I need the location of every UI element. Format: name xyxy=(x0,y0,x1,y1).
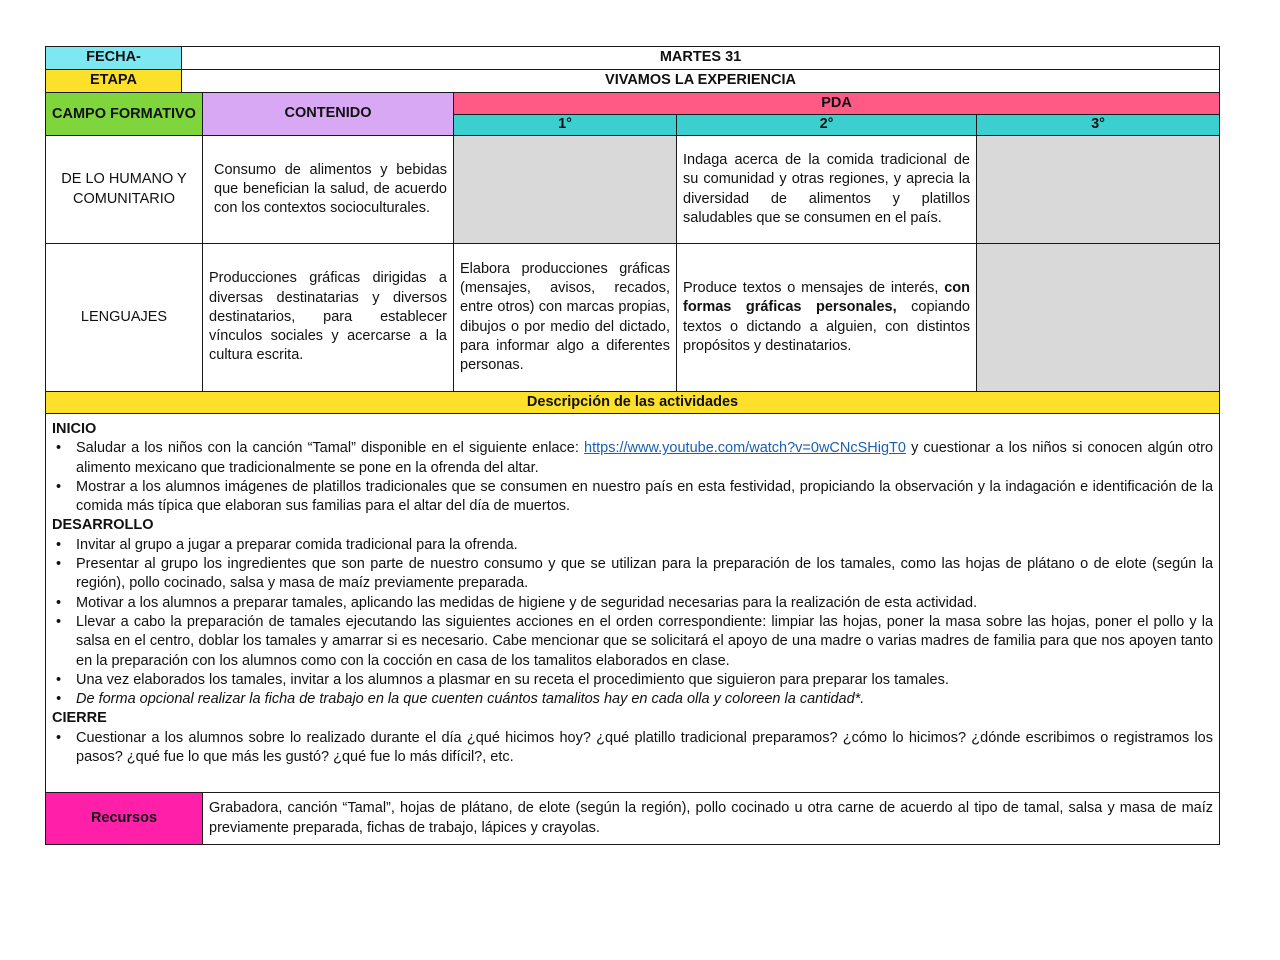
pda-grade-1-cell: Elabora producciones gráficas (mensajes, avisos, recados, entre otros) con marcas propias, dibujos o por medio del dictado, para informar algo a diferentes personas. xyxy=(454,244,677,392)
contenido-header: CONTENIDO xyxy=(203,93,454,136)
list-item xyxy=(76,439,1213,478)
inicio-list xyxy=(52,439,1213,516)
contenido-cell: Producciones gráficas dirigidas a diversas destinatarias y diversos destinatarios, para establecer vínculos sociales y acercarse a la cultura escrita. xyxy=(203,244,454,392)
list-item-text: y cuestionar a los niños si conocen algún otro alimento mexicano que tradicionalmente se pone en la ofrenda del altar. xyxy=(76,440,1214,476)
pda-text-part: copiando textos o dictando a alguien, con distintos propósitos y destinatarios. xyxy=(683,299,970,354)
contenido-cell: Consumo de alimentos y bebidas que benefician la salud, de acuerdo con los contextos socioculturales. xyxy=(203,136,454,244)
grade-2-header: 2° xyxy=(677,115,977,136)
campo-formativo-header: CAMPO FORMATIVO xyxy=(46,93,203,136)
desarrollo-list xyxy=(52,536,1213,710)
list-item-text: Saludar a los niños con la canción “Tamal” disponible en el siguiente enlace: xyxy=(76,440,579,457)
etapa-row xyxy=(46,70,1220,93)
pda-grade-2-cell: Indaga acerca de la comida tradicional de su comunidad y otras regiones, y aprecia la diversidad de alimentos y platillos saludables que se consumen en el país. xyxy=(677,136,977,244)
actividades-cell xyxy=(46,414,1220,793)
inicio-title: INICIO xyxy=(52,421,97,437)
grade-3-header: 3° xyxy=(977,115,1220,136)
fecha-label: FECHA- xyxy=(46,47,182,70)
pda-text-part: Produce textos o mensajes de interés, xyxy=(683,279,939,296)
descripcion-header-row xyxy=(46,392,1220,414)
youtube-link[interactable]: https://www.youtube.com/watch?v=0wCNcSHigT0 xyxy=(584,440,906,457)
pda-header: PDA xyxy=(454,93,1220,115)
pda-grade-2-cell xyxy=(677,244,977,392)
recursos-label: Recursos xyxy=(46,793,203,845)
pda-grade-3-cell xyxy=(977,136,1220,244)
list-item: • De forma opcional realizar la ficha de trabajo en la que cuenten cuántos tamalitos hay en cada olla y coloreen la cantidad*. xyxy=(76,690,1213,709)
grade-1-header: 1° xyxy=(454,115,677,136)
pda-bold-text: con formas gráficas personales, xyxy=(683,279,971,316)
pda-grade-3-cell xyxy=(977,244,1220,392)
list-item: • Mostrar a los alumnos imágenes de platillos tradicionales que se consumen en nuestro país en esta festividad, propiciando la observación y la indagación e identificación de la comida más típica que elaboran sus familias para el altar del día de muertos. xyxy=(76,478,1213,517)
list-item: • Una vez elaborados los tamales, invitar a los alumnos a plasmar en su receta el procedimiento que siguieron para preparar los tamales. xyxy=(76,671,1213,690)
cierre-list xyxy=(52,729,1213,768)
fecha-row xyxy=(46,47,1220,70)
pda-grade-1-cell xyxy=(454,136,677,244)
descripcion-title: Descripción de las actividades xyxy=(46,392,1220,414)
actividades-row xyxy=(46,414,1220,793)
list-item: • Llevar a cabo la preparación de tamales ejecutando las siguientes acciones en el orden correspondiente: limpiar las hojas, poner la masa sobre las hojas, poner el pollo y la salsa en el centro, doblar los tamales y amarrar si es necesario. Cabe mencionar que se solicitará el apoyo de una madre o varias madres de familia para que nos apoyen tanto en la preparación con los alumnos como con la cocción en casa de los tamalitos elaborados en clase. xyxy=(76,613,1213,671)
list-item: • Invitar al grupo a jugar a preparar comida tradicional para la ofrenda. xyxy=(76,536,1213,555)
list-item: • Motivar a los alumnos a preparar tamales, aplicando las medidas de higiene y de seguridad necesarias para la realización de esta actividad. xyxy=(76,594,1213,613)
recursos-text: Grabadora, canción “Tamal”, hojas de plátano, de elote (según la región), pollo cocinado u otra carne de acuerdo al tipo de tamal, salsa y masa de maíz previamente preparada, fichas de trabajo, lápices y crayolas. xyxy=(203,793,1220,845)
columns-header-row xyxy=(46,93,1220,115)
recursos-row xyxy=(46,793,1220,845)
table-row xyxy=(46,136,1220,244)
table-row xyxy=(46,244,1220,392)
list-item: • Cuestionar a los alumnos sobre lo realizado durante el día ¿qué hicimos hoy? ¿qué platillo tradicional preparamos? ¿cómo lo hicimos? ¿dónde escribimos o registramos los pasos? ¿qué fue lo que más les gustó? ¿qué fue lo más difícil?, etc. xyxy=(76,729,1213,768)
fecha-value: MARTES 31 xyxy=(182,47,1220,70)
list-item: • Presentar al grupo los ingredientes que son parte de nuestro consumo y que se utilizan para la preparación de los tamales, como las hojas de plátano o de elote (según la región), pollo cocinado, salsa y masa de maíz previamente preparada. xyxy=(76,555,1213,594)
lesson-plan-table xyxy=(45,46,1220,845)
etapa-label: ETAPA xyxy=(46,70,182,93)
campo-formativo-cell: DE LO HUMANO Y COMUNITARIO xyxy=(46,136,203,244)
etapa-value: VIVAMOS LA EXPERIENCIA xyxy=(182,70,1220,93)
cierre-title: CIERRE xyxy=(52,710,107,727)
desarrollo-title: DESARROLLO xyxy=(52,517,154,534)
campo-formativo-cell: LENGUAJES xyxy=(46,244,203,392)
